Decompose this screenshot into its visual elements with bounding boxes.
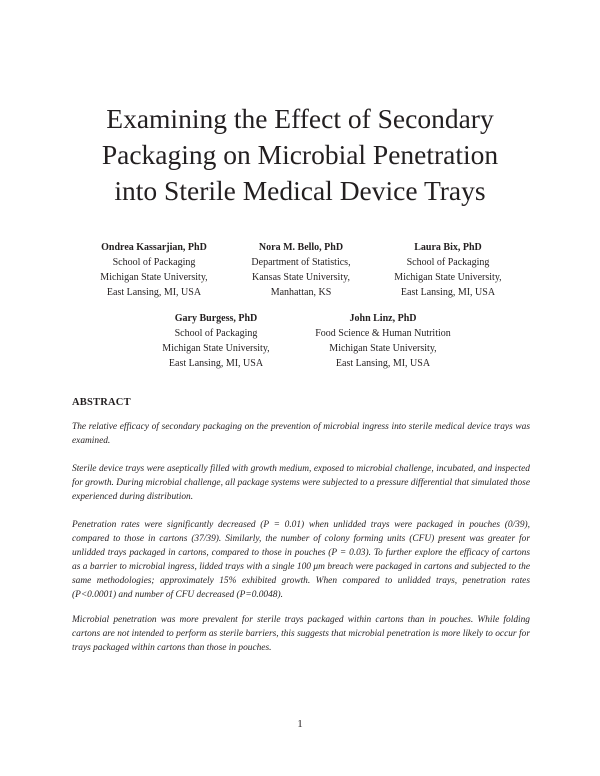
paper-title [40, 101, 560, 209]
author-block-linz [303, 311, 463, 371]
author-affiliation: School of Packaging [112, 257, 196, 268]
author-affiliation: East Lansing, MI, USA [168, 358, 264, 369]
author-block-bello [221, 240, 381, 300]
author-block-kassarjian [74, 240, 234, 300]
author-affiliation: East Lansing, MI, USA [400, 287, 496, 298]
page-number: 1 [297, 718, 303, 730]
abstract-paragraph: Penetration rates were significantly decreased (P = 0.01) when unlidded trays were packaged in pouches (0/39), compared to those in cartons (37/39). Similarly, the number of colony forming units (CFU) present was greater for unlidded trays packaged in cartons, compared to those in pouches (P = 0.03). To further explore the efficacy of cartons as a barrier to microbial ingress, lidded trays with a single 100 μm breach were packaged in cartons and subjected to the same methodologies; approximately 15% exhibited growth. When compared to unlidded trays, penetration rates (P<0.0001) and number of CFU decreased (P=0.0048). [72, 520, 530, 600]
abstract-heading: ABSTRACT [72, 397, 131, 408]
author-block-bix [368, 240, 528, 300]
author-affiliation: Michigan State University, [100, 272, 208, 283]
title-line: into Sterile Medical Device Trays [114, 175, 486, 206]
author-name: Gary Burgess, PhD [174, 313, 258, 324]
author-affiliation: East Lansing, MI, USA [335, 358, 431, 369]
abstract-paragraph: Microbial penetration was more prevalent for sterile trays packaged within cartons than in pouches. While folding cartons are not intended to perform as sterile barriers, this suggests that microbial penetration is more likely to occur for trays packaged within cartons than those in pouches. [72, 615, 530, 653]
author-affiliation: Michigan State University, [162, 343, 270, 354]
title-line: Examining the Effect of Secondary [106, 103, 494, 134]
author-affiliation: Manhattan, KS [270, 287, 332, 298]
author-affiliation: Michigan State University, [329, 343, 437, 354]
title-line: Packaging on Microbial Penetration [101, 139, 499, 170]
author-affiliation: Michigan State University, [394, 272, 502, 283]
author-name: Nora M. Bello, PhD [258, 242, 344, 253]
author-name: Laura Bix, PhD [414, 242, 482, 253]
author-name: John Linz, PhD [349, 313, 417, 324]
abstract-paragraph: Sterile device trays were aseptically filled with growth medium, exposed to microbial challenge, incubated, and inspected for growth. During microbial challenge, all package systems were subjected to a pressure differential that simulated those experienced during distribution. [72, 464, 530, 502]
author-affiliation: East Lansing, MI, USA [106, 287, 202, 298]
author-block-burgess [136, 311, 296, 371]
author-affiliation: Food Science & Human Nutrition [315, 328, 451, 339]
author-name: Ondrea Kassarjian, PhD [101, 242, 207, 253]
author-affiliation: Department of Statistics, [251, 257, 351, 268]
author-affiliation: School of Packaging [174, 328, 258, 339]
author-affiliation: School of Packaging [406, 257, 490, 268]
author-affiliation: Kansas State University, [252, 272, 350, 283]
abstract-paragraph: The relative efficacy of secondary packaging on the prevention of microbial ingress into sterile medical device trays was examined. [72, 422, 530, 446]
